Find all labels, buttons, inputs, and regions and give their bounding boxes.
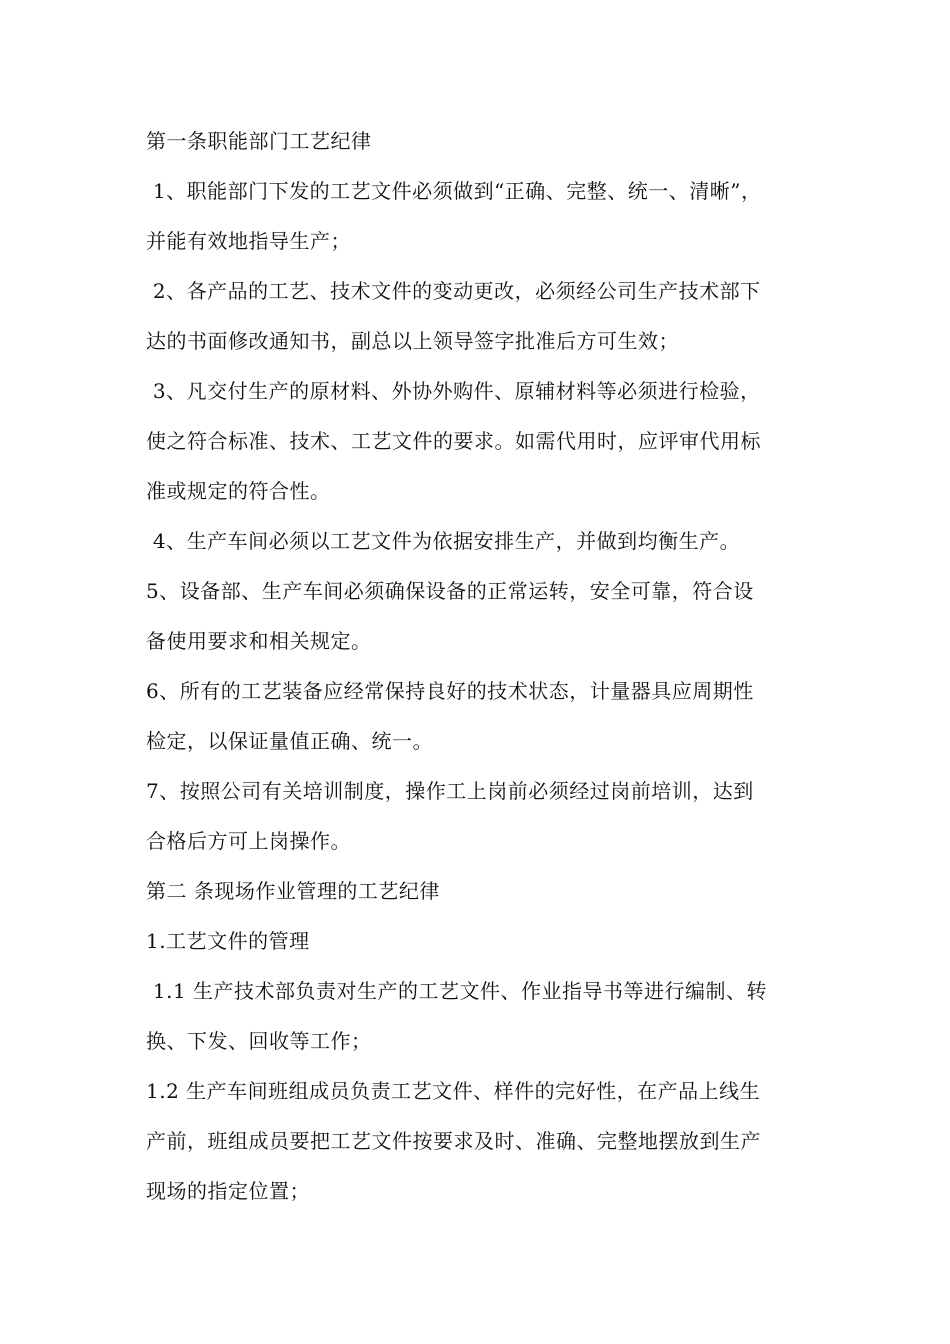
paragraph-line: 6、所有的工艺装备应经常保持良好的技术状态，计量器具应周期性 (146, 679, 754, 703)
paragraph-line: 1.2 生产车间班组成员负责工艺文件、样件的完好性，在产品上线生 (146, 1079, 761, 1103)
paragraph-line: 5、设备部、生产车间必须确保设备的正常运转，安全可靠，符合设 (146, 579, 754, 603)
paragraph-line: 1.1 生产技术部负责对生产的工艺文件、作业指导书等进行编制、转 (146, 979, 768, 1003)
paragraph-line: 使之符合标准、技术、工艺文件的要求。如需代用时，应评审代用标 (146, 429, 761, 453)
paragraph-line: 产前，班组成员要把工艺文件按要求及时、准确、完整地摆放到生产 (146, 1129, 761, 1153)
section-heading-1: 第一条职能部门工艺纪律 (146, 129, 372, 153)
paragraph-line: 备使用要求和相关规定。 (146, 629, 372, 653)
paragraph-line: 检定，以保证量值正确、统一。 (146, 729, 433, 753)
paragraph-line: 3、凡交付生产的原材料、外协外购件、原辅材料等必须进行检验， (146, 379, 761, 403)
section-heading-2: 第二 条现场作业管理的工艺纪律 (146, 879, 440, 903)
paragraph-line: 现场的指定位置； (146, 1179, 310, 1203)
document-body (146, 116, 810, 1216)
paragraph-line: 1、职能部门下发的工艺文件必须做到“正确、完整、统一、清晰”， (146, 179, 762, 203)
paragraph-line: 7、按照公司有关培训制度，操作工上岗前必须经过岗前培训，达到 (146, 779, 754, 803)
paragraph-line: 准或规定的符合性。 (146, 479, 331, 503)
paragraph-line: 换、下发、回收等工作； (146, 1029, 372, 1053)
paragraph-line: 并能有效地指导生产； (146, 229, 351, 253)
paragraph-line: 合格后方可上岗操作。 (146, 829, 351, 853)
paragraph-line: 4、生产车间必须以工艺文件为依据安排生产，并做到均衡生产。 (146, 529, 741, 553)
paragraph-line: 2、各产品的工艺、技术文件的变动更改，必须经公司生产技术部下 (146, 279, 761, 303)
paragraph-line: 达的书面修改通知书，副总以上领导签字批准后方可生效； (146, 329, 679, 353)
subsection-heading: 1.工艺文件的管理 (146, 929, 310, 953)
